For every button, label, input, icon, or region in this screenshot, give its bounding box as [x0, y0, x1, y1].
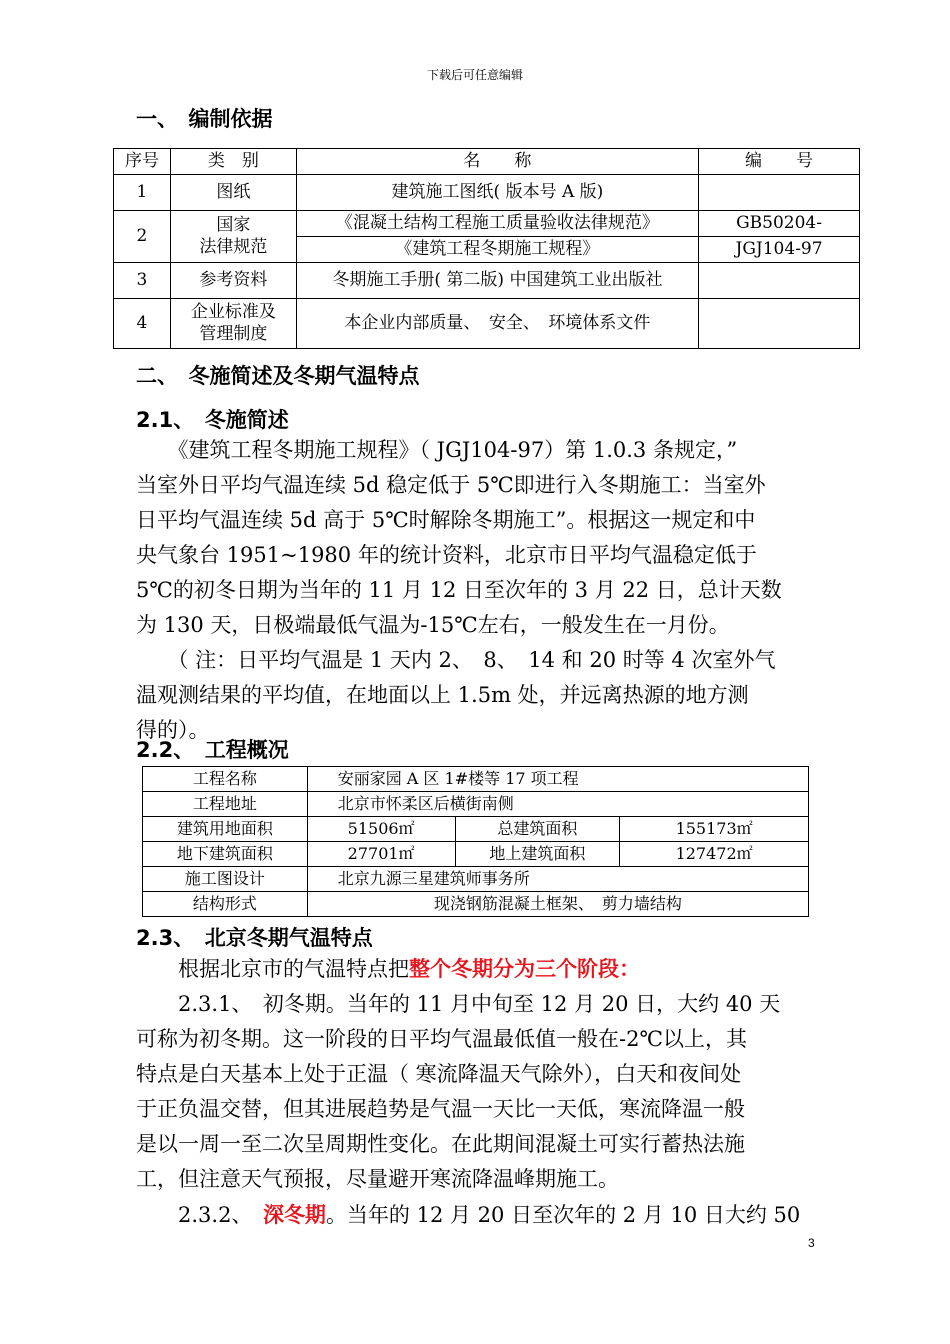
table-row: [143, 767, 809, 792]
highlight-text: 深冬期: [262, 1202, 326, 1227]
project-overview-table: [142, 766, 809, 917]
table-row: [143, 842, 809, 867]
text-line: 温观测结果的平均值，在地面以上 1.5m 处，并远离热源的地方测: [136, 683, 749, 707]
cell-value: 安丽家园 A 区 1#楼等 17 项工程: [307, 767, 808, 792]
intro-text: 根据北京市的气温特点把: [136, 957, 409, 981]
row-name: 《混凝土结构工程施工质量验收法律规范》: [296, 211, 698, 237]
row-name: 冬期施工手册( 第二版) 中国建筑工业出版社: [296, 263, 698, 299]
page-number: 3: [808, 1236, 815, 1250]
row-name: 本企业内部质量、 安全、 环境体系文件: [296, 299, 698, 349]
section-2-2-title: 2.2、 工程概况: [136, 738, 289, 762]
header-cell: 序号: [114, 149, 171, 175]
text-line: 2.3.1、 初冬期。当年的 11 月中旬至 12 月 20 日，大约 40 天: [136, 992, 781, 1016]
row-no: 1: [114, 175, 171, 211]
cell-value: 51506㎡: [307, 817, 455, 842]
row-code: [699, 263, 860, 299]
page-header: 下载后可任意编辑: [426, 68, 523, 82]
section-1-title: 一、 编制依据: [136, 107, 273, 131]
row-type: 国家 法律规范: [170, 211, 296, 263]
cell-value: 北京九源三星建筑师事务所: [307, 867, 808, 892]
section-2-title: 二、 冬施简述及冬期气温特点: [136, 364, 420, 388]
row-no: 2: [114, 211, 171, 263]
section-2-3-title: 2.3、 北京冬期气温特点: [136, 926, 373, 950]
row-name: 建筑施工图纸( 版本号 A 版): [296, 175, 698, 211]
text-line: 5℃的初冬日期为当年的 11 月 12 日至次年的 3 月 22 日，总计天数: [136, 578, 782, 602]
cell-label: 施工图设计: [143, 867, 308, 892]
text-line: 是以一周一至二次呈周期性变化。在此期间混凝土可实行蓄热法施: [136, 1132, 745, 1156]
row-type: 参考资料: [170, 263, 296, 299]
header-cell: 编 号: [699, 149, 860, 175]
row-no: 4: [114, 299, 171, 349]
table-row: [143, 867, 809, 892]
text-line: 为 130 天，日极端最低气温为-15℃左右，一般发生在一月份。: [136, 613, 730, 637]
section-2-1-title: 2.1、 冬施简述: [136, 408, 289, 432]
row-code: GB50204-: [699, 211, 860, 237]
row-name: 《建筑工程冬期施工规程》: [296, 237, 698, 263]
cell-label: 工程名称: [143, 767, 308, 792]
header-cell: 名 称: [296, 149, 698, 175]
cell-label: 总建筑面积: [455, 817, 620, 842]
cell-value: 127472㎡: [620, 842, 809, 867]
cell-value: 155173㎡: [620, 817, 809, 842]
text-rest: 。当年的 12 月 20 日至次年的 2 月 10 日大约 50: [325, 1203, 801, 1227]
cell-value: 现浇钢筋混凝土框架、 剪力墙结构: [307, 892, 808, 917]
text-line: [136, 1197, 826, 1233]
cell-label: 结构形式: [143, 892, 308, 917]
cell-label: 工程地址: [143, 792, 308, 817]
text-line: 央气象台 1951~1980 年的统计资料，北京市日平均气温稳定低于: [136, 543, 757, 567]
text-line: 可称为初冬期。这一阶段的日平均气温最低值一般在-2℃以上，其: [136, 1027, 747, 1051]
table-row: [143, 817, 809, 842]
row-type: 图纸: [170, 175, 296, 211]
text-line: 日平均气温连续 5d 高于 5℃时解除冬期施工”。根据这一规定和中: [136, 508, 756, 532]
text-line: 工，但注意天气预报，尽量避开寒流降温峰期施工。: [136, 1167, 619, 1191]
cell-label: 建筑用地面积: [143, 817, 308, 842]
row-no: 3: [114, 263, 171, 299]
text-line: 《建筑工程冬期施工规程》（ JGJ104-97）第 1.0.3 条规定，”: [136, 438, 738, 462]
header-cell: 类 别: [170, 149, 296, 175]
row-code: [699, 299, 860, 349]
text-line: （ 注：日平均气温是 1 天内 2、 8、 14 和 20 时等 4 次室外气: [136, 648, 776, 672]
row-type: 企业标准及 管理制度: [170, 299, 296, 349]
table-row: [114, 299, 860, 349]
cell-label: 地上建筑面积: [455, 842, 620, 867]
table-row: [114, 211, 860, 237]
section-2-3-body: [136, 951, 826, 1233]
text-prefix: 2.3.2、: [136, 1203, 263, 1227]
table-row: [143, 792, 809, 817]
row-code: [699, 175, 860, 211]
table-row: [114, 175, 860, 211]
text-line: [136, 951, 826, 987]
text-line: 当室外日平均气温连续 5d 稳定低于 5℃即进行入冬期施工：当室外: [136, 473, 766, 497]
cell-value: 北京市怀柔区后横街南侧: [307, 792, 808, 817]
basis-table: [113, 148, 860, 349]
highlight-punct: ：: [619, 956, 640, 981]
section-2-1-body: [136, 433, 826, 748]
text-line: 得的）。: [136, 718, 210, 742]
text-line: 于正负温交替，但其进展趋势是气温一天比一天低，寒流降温一般: [136, 1097, 745, 1121]
text-line: 特点是白天基本上处于正温（ 寒流降温天气除外），白天和夜间处: [136, 1062, 742, 1086]
cell-label: 地下建筑面积: [143, 842, 308, 867]
table-row: [114, 263, 860, 299]
table-row: [143, 892, 809, 917]
highlight-text: 整个冬期分为三个阶段: [409, 956, 619, 981]
row-code: JGJ104-97: [699, 237, 860, 263]
cell-value: 27701㎡: [307, 842, 455, 867]
